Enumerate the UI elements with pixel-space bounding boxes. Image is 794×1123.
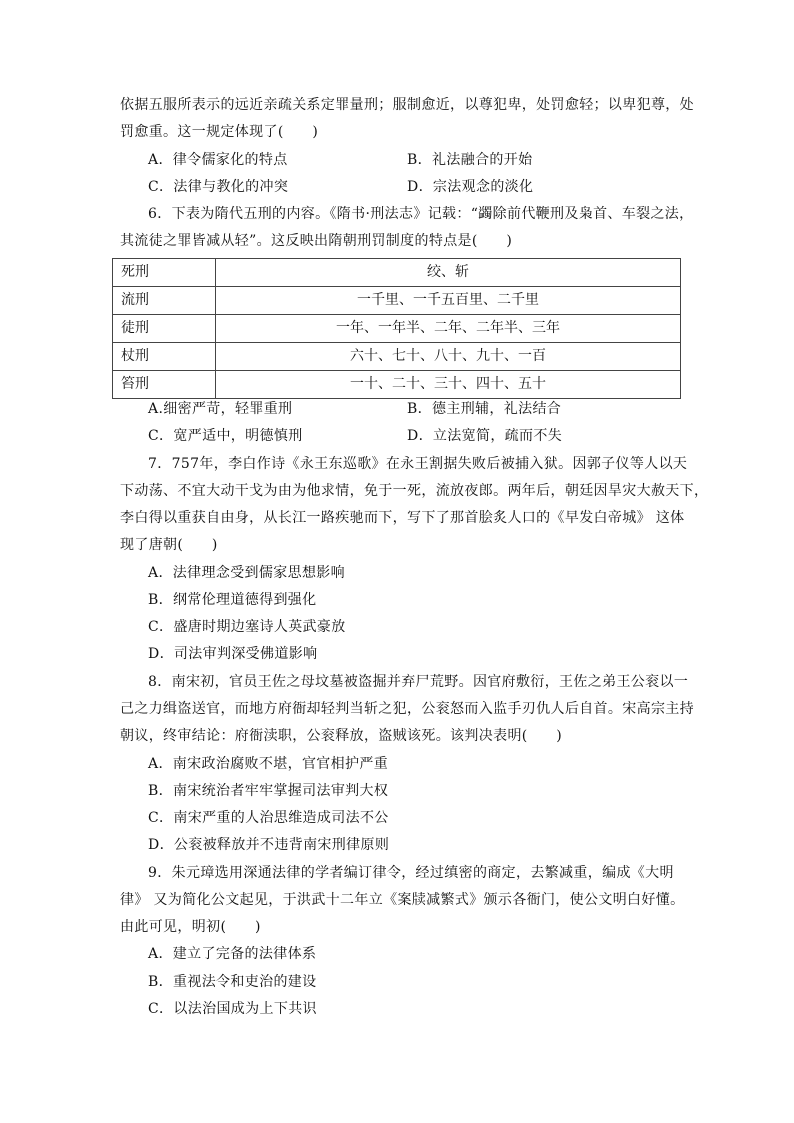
- q7-option-b: B．纲常伦理道德得到强化: [148, 592, 317, 608]
- punishment-content: 一千里、一千五百里、二千里: [216, 287, 681, 315]
- punishment-content: 一十、二十、三十、四十、五十: [216, 371, 681, 399]
- q7-text-line-4: 现了唐朝( ): [120, 537, 218, 553]
- q7-option-a: A．法律理念受到儒家思想影响: [148, 565, 346, 581]
- q7-text-line-2: 下动荡、不宜大动干戈为由为他求情，免于一死，流放夜郎。两年后，朝廷因旱灾大赦天下，: [120, 483, 709, 499]
- punishment-name: 徒刑: [113, 315, 216, 343]
- q6-option-b: B．德主刑辅，礼法结合: [407, 401, 562, 417]
- q6-text-line-2: 其流徒之罪皆减从轻”。这反映出隋朝刑罚制度的特点是( ): [120, 233, 513, 249]
- table-row: [113, 259, 681, 287]
- q5-text-line-1: 依据五服所表示的远近亲疏关系定罪量刑；服制愈近，以尊犯卑，处罚愈轻；以卑犯尊，处: [120, 97, 694, 113]
- q6-text-line-1: 6．下表为隋代五刑的内容。《隋书·刑法志》记载：“蠲除前代鞭刑及枭首、车裂之法，: [148, 206, 694, 222]
- q9-text-line-2: 律》 又为简化公文起见，于洪武十二年立《案牍减繁式》颁示各衙门，使公文明白好懂。: [120, 892, 685, 908]
- q9-text-line-3: 由此可见，明初( ): [120, 919, 261, 935]
- q7-text-line-1: 7．757年，李白作诗《永王东巡歌》在永王割据失败后被捕入狱。因郭子仪等人以天: [148, 456, 688, 472]
- q8-text-line-3: 朝议，终审结论：府衙渎职，公衮释放，盗贼该死。该判决表明( ): [120, 728, 563, 744]
- q8-option-d: D．公衮被释放并不违背南宋刑律原则: [148, 837, 390, 853]
- table-row: [113, 343, 681, 371]
- punishment-content: 一年、一年半、二年、二年半、三年: [216, 315, 681, 343]
- q6-option-d: D．立法宽简，疏而不失: [407, 428, 563, 444]
- q5-option-a: A．律令儒家化的特点: [148, 152, 288, 168]
- q8-option-a: A．南宋政治腐败不堪，官官相护严重: [148, 756, 389, 772]
- q9-option-b: B．重视法令和吏治的建设: [148, 974, 317, 990]
- q7-option-c: C．盛唐时期边塞诗人英武豪放: [148, 619, 346, 635]
- table-row: [113, 287, 681, 315]
- five-punishments-table: [112, 258, 681, 399]
- punishment-name: 笞刑: [113, 371, 216, 399]
- table-row: [113, 315, 681, 343]
- q9-option-c: C．以法治国成为上下共识: [148, 1001, 317, 1017]
- q9-option-a: A．建立了完备的法律体系: [148, 946, 317, 962]
- q7-text-line-3: 李白得以重获自由身，从长江一路疾驰而下，写下了那首脍炙人口的《早发白帝城》 这体: [120, 510, 685, 526]
- q8-option-b: B．南宋统治者牢牢掌握司法审判大权: [148, 783, 389, 799]
- q6-option-c: C．宽严适中，明德慎刑: [148, 428, 303, 444]
- punishment-content: 绞、斩: [216, 259, 681, 287]
- table-row: [113, 371, 681, 399]
- q6-option-a: A.细密严苛，轻罪重刑: [148, 401, 293, 417]
- q5-text-line-2: 罚愈重。这一规定体现了( ): [120, 124, 319, 140]
- punishment-name: 杖刑: [113, 343, 216, 371]
- punishment-name: 死刑: [113, 259, 216, 287]
- q9-text-line-1: 9．朱元璋选用深通法律的学者编订律令，经过缜密的商定，去繁减重，编成《大明: [148, 865, 674, 881]
- q5-option-b: B．礼法融合的开始: [407, 152, 533, 168]
- q7-option-d: D．司法审判深受佛道影响: [148, 646, 318, 662]
- q8-option-c: C．南宋严重的人治思维造成司法不公: [148, 810, 389, 826]
- q5-option-c: C．法律与教化的冲突: [148, 179, 289, 195]
- q8-text-line-2: 己之力缉盗送官，而地方府衙却轻判当斩之犯，公衮怒而入监手刃仇人后自首。宋高宗主持: [120, 701, 694, 717]
- punishment-content: 六十、七十、八十、九十、一百: [216, 343, 681, 371]
- q5-option-d: D．宗法观念的淡化: [407, 179, 534, 195]
- punishment-name: 流刑: [113, 287, 216, 315]
- q8-text-line-1: 8．南宋初，官员王佐之母坟墓被盗掘并弃尸荒野。因官府敷衍，王佐之弟王公衮以一: [148, 674, 689, 690]
